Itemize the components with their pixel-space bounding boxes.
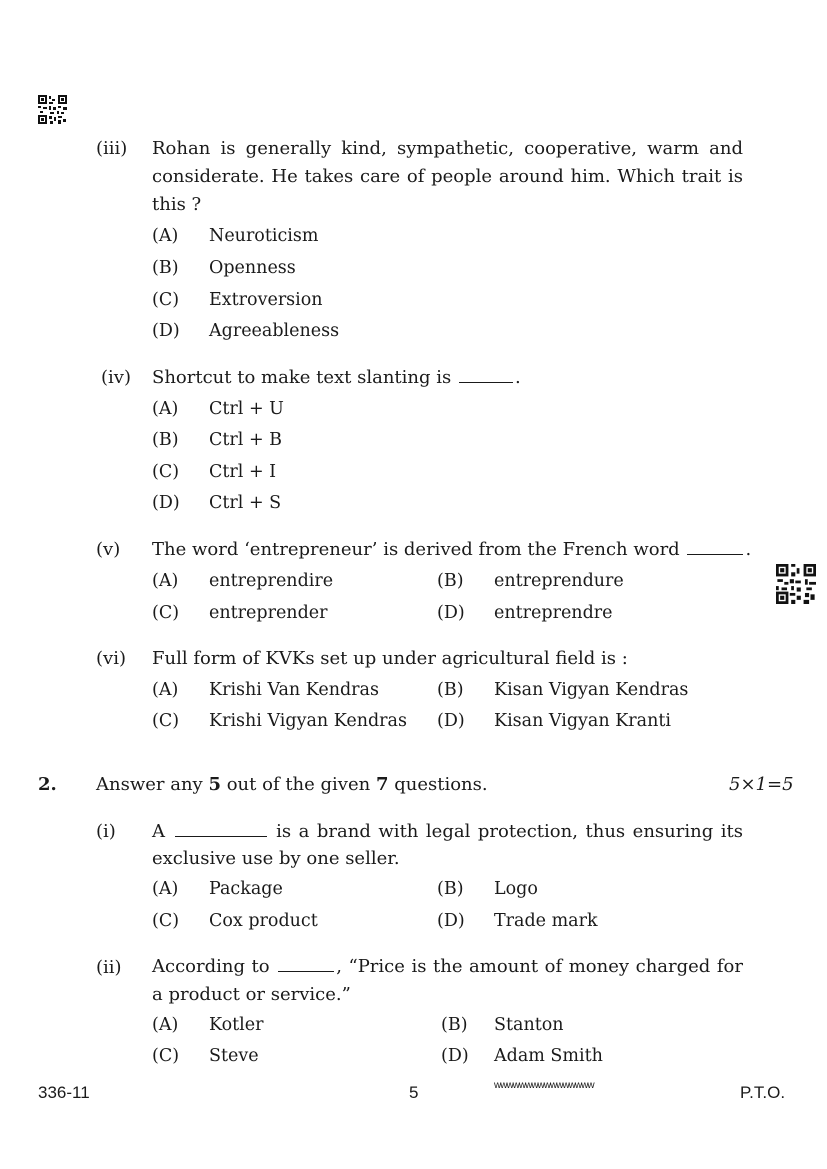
instruction-total: 7 — [375, 774, 389, 795]
option-text: Ctrl + B — [209, 430, 283, 450]
instruction-text: Answer any — [96, 774, 203, 795]
option-label: (D) — [437, 603, 465, 623]
section-number: 2. — [38, 774, 57, 795]
section-marks: 5×1=5 — [729, 774, 794, 795]
option-text: Ctrl + I — [209, 462, 277, 482]
option-text: Kisan Vigyan Kranti — [494, 711, 671, 731]
option-text: Logo — [494, 879, 538, 899]
option-text: Krishi Van Kendras — [209, 680, 379, 700]
instruction-text: questions. — [394, 774, 488, 795]
option-label: (D) — [437, 711, 465, 731]
option-label: (C) — [152, 290, 180, 310]
option-text: Adam Smith — [494, 1046, 603, 1066]
question-text-before: A — [152, 821, 165, 842]
option-label: (A) — [152, 571, 179, 591]
option-label: (D) — [152, 493, 180, 513]
option-label: (D) — [437, 911, 465, 931]
option-text: entreprender — [209, 603, 328, 623]
question-number: (v) — [96, 539, 121, 560]
question-text-before: According to — [152, 956, 270, 977]
option-text: entreprendire — [209, 571, 334, 591]
option-label: (D) — [152, 321, 180, 341]
option-label: (C) — [152, 603, 180, 623]
option-label: (C) — [152, 711, 180, 731]
pto-label: P.T.O. — [740, 1083, 786, 1102]
answer-blank — [278, 970, 334, 972]
option-label: (C) — [152, 1046, 180, 1066]
instruction-text: out of the given — [226, 774, 371, 795]
option-text: Neuroticism — [209, 226, 319, 246]
option-label: (A) — [152, 1015, 179, 1035]
option-label: (B) — [152, 258, 179, 278]
option-label: (B) — [437, 680, 464, 700]
option-text: Ctrl + S — [209, 493, 282, 513]
question-text-after: is a brand with legal protection, thus ensuring its exclusive use by one seller. — [152, 821, 743, 869]
question-number: (iii) — [96, 138, 128, 159]
question-text-before: Shortcut to make text slanting is — [152, 367, 452, 388]
question-text — [152, 539, 751, 560]
option-text: Cox product — [209, 911, 318, 931]
question-number: (ii) — [96, 957, 122, 978]
answer-blank — [459, 381, 513, 383]
question-number: (iv) — [101, 367, 131, 388]
option-text: Kotler — [209, 1015, 264, 1035]
option-label: (B) — [437, 571, 464, 591]
option-label: (B) — [437, 879, 464, 899]
question-text-after: . — [514, 367, 521, 388]
question-text-after: , “Price is the amount of money charged for a product or service.” — [152, 956, 743, 1005]
option-label: (C) — [152, 911, 180, 931]
page-number: 5 — [409, 1083, 419, 1102]
question-text: Full form of KVKs set up under agricultural field is : — [152, 648, 628, 669]
question-number: (i) — [96, 821, 116, 842]
option-label: (A) — [152, 226, 179, 246]
answer-blank — [175, 835, 267, 837]
question-number: (vi) — [96, 648, 126, 669]
instruction-count: 5 — [208, 774, 221, 795]
answer-blank — [687, 553, 743, 555]
question-text: Rohan is generally kind, sympathetic, cooperative, warm and considerate. He takes care of people around him. Which trait is this ? — [152, 138, 743, 215]
option-label: (D) — [441, 1046, 469, 1066]
option-text: Openness — [209, 258, 296, 278]
option-text: Extroversion — [209, 290, 323, 310]
option-text: Agreeableness — [209, 321, 340, 341]
qr-code-right — [776, 564, 816, 604]
option-text: entreprendre — [494, 603, 613, 623]
option-label: (A) — [152, 879, 179, 899]
option-label: (A) — [152, 680, 179, 700]
question-text-after: . — [745, 539, 752, 560]
option-text: entreprendure — [494, 571, 624, 591]
paper-code: 336-11 — [38, 1083, 90, 1102]
question-text — [152, 953, 743, 1009]
option-text: Ctrl + U — [209, 399, 284, 419]
qr-code-top-left — [38, 95, 67, 124]
question-text-before: The word ‘entrepreneur’ is derived from the French word — [152, 539, 680, 560]
option-text: Krishi Vigyan Kendras — [209, 711, 407, 731]
option-label: (B) — [152, 430, 179, 450]
option-label: (C) — [152, 462, 180, 482]
option-text: Stanton — [494, 1015, 564, 1035]
section-instruction — [96, 774, 488, 795]
option-text: Steve — [209, 1046, 259, 1066]
question-text — [152, 818, 743, 872]
question-text — [152, 367, 521, 388]
option-label: (A) — [152, 399, 179, 419]
option-text: Package — [209, 879, 283, 899]
option-text: Kisan Vigyan Kendras — [494, 680, 689, 700]
option-text: Trade mark — [494, 911, 598, 931]
option-label: (B) — [441, 1015, 468, 1035]
wavy-separator: wwwwwwwwwwwwwwww — [494, 1080, 594, 1091]
